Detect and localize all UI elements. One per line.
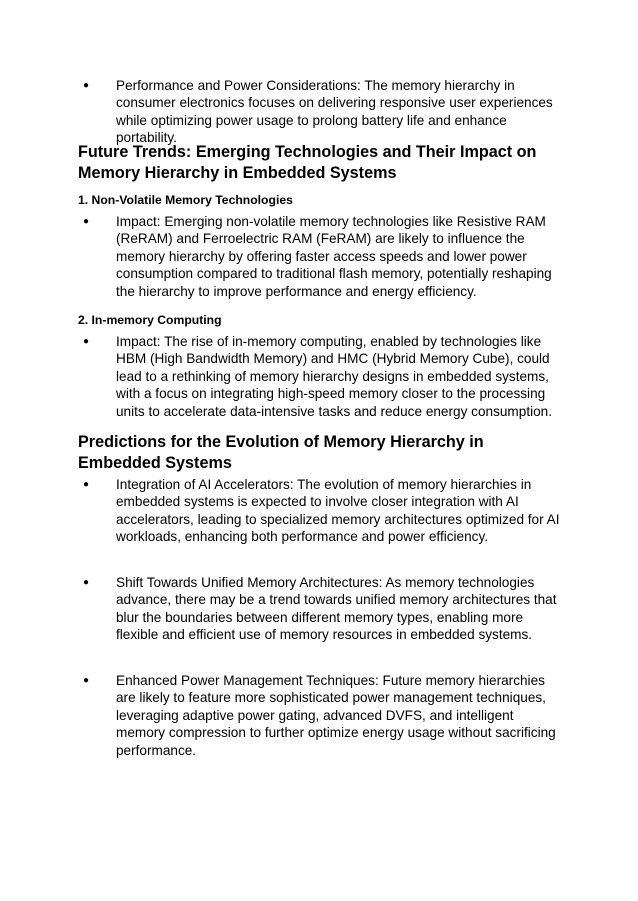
list-item bbox=[83, 77, 566, 147]
subsection-heading-non-volatile: 1. Non-Volatile Memory Technologies bbox=[78, 193, 293, 207]
section-heading-future-trends: Future Trends: Emerging Technologies and Their Impact on Memory Hierarchy in Embedded Systems bbox=[78, 143, 537, 182]
list-item bbox=[83, 672, 566, 759]
bullet-marker: ● bbox=[83, 479, 90, 490]
section-heading-predictions: Predictions for the Evolution of Memory Hierarchy in Embedded Systems bbox=[78, 433, 484, 472]
list-item bbox=[83, 476, 566, 546]
list-item-text: Impact: The rise of in-memory computing, enabled by technologies like HBM (High Bandwidth Memory) and HMC (Hybrid Memory Cube), could lead to a rethinking of memory hierarchy designs in embedded systems, with a focus on integrating high-speed memory closer to the processing units to accelerate data-intensive tasks and reduce energy consumption. bbox=[116, 334, 553, 419]
list-item-text: Integration of AI Accelerators: The evolution of memory hierarchies in embedded systems is expected to involve closer integration with AI accelerators, leading to specialized memory architectures optimized for AI workloads, enhancing both performance and power efficiency. bbox=[116, 477, 560, 545]
list-item bbox=[83, 333, 566, 420]
list-item-text: Performance and Power Considerations: The memory hierarchy in consumer electronics focuses on delivering responsive user experiences while optimizing power usage to prolong battery life and enhance portability. bbox=[116, 78, 553, 146]
subsection-heading-in-memory: 2. In-memory Computing bbox=[78, 313, 222, 327]
list-item-text: Enhanced Power Management Techniques: Future memory hierarchies are likely to feature more sophisticated power management techniques, leveraging adaptive power gating, advanced DVFS, and intelligent memory compression to further optimize energy usage without sacrificing performance. bbox=[116, 673, 556, 758]
list-item-text: Shift Towards Unified Memory Architectures: As memory technologies advance, there may be a trend towards unified memory architectures that blur the boundaries between different memory types, enabling more flexible and efficient use of memory resources in embedded systems. bbox=[116, 575, 557, 643]
list-item-text: Impact: Emerging non-volatile memory technologies like Resistive RAM (ReRAM) and Ferroelectric RAM (FeRAM) are likely to influence the memory hierarchy by offering faster access speeds and lower power consumption compared to traditional flash memory, potentially reshaping the hierarchy to improve performance and energy efficiency. bbox=[116, 214, 552, 299]
bullet-marker: ● bbox=[83, 216, 90, 227]
bullet-marker: ● bbox=[83, 336, 90, 347]
bullet-marker: ● bbox=[83, 675, 90, 686]
list-item bbox=[83, 574, 566, 644]
bullet-marker: ● bbox=[83, 577, 90, 588]
list-item bbox=[83, 213, 566, 300]
bullet-marker: ● bbox=[83, 80, 90, 91]
